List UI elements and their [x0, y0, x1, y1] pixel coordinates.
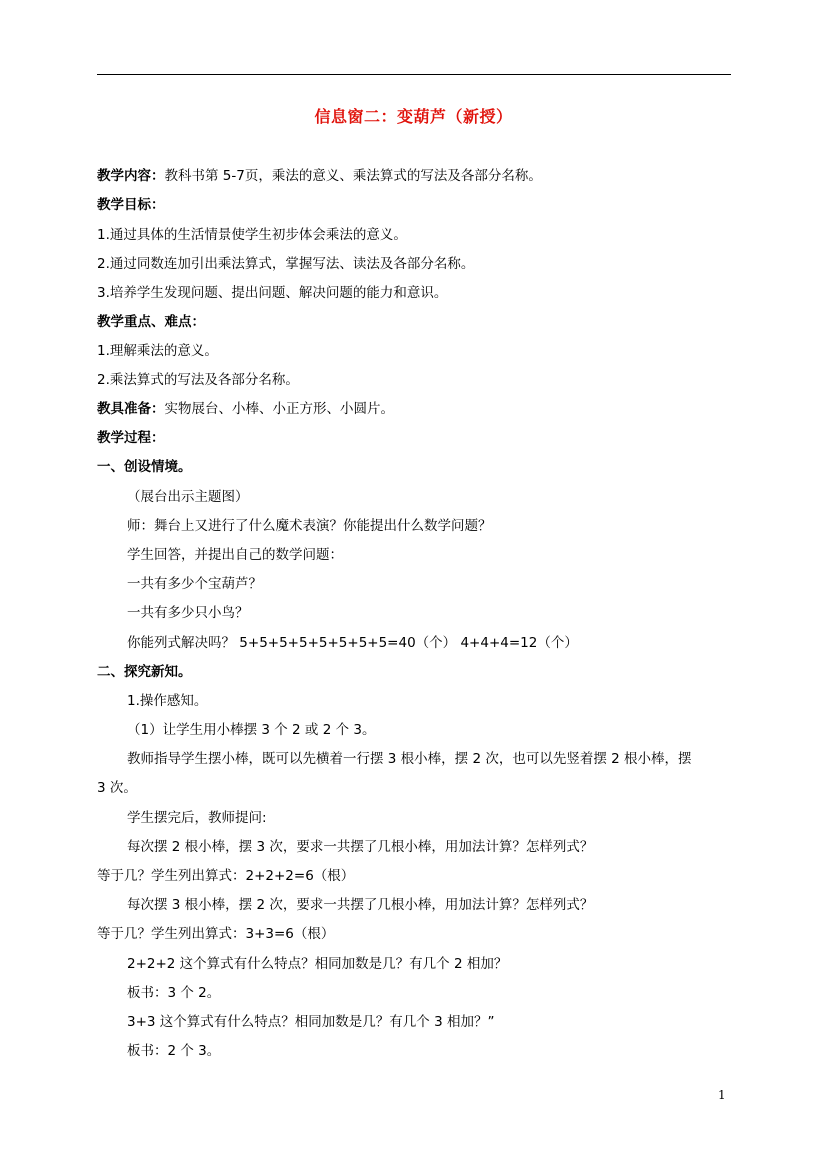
paragraph-line: 学生回答，并提出自己的数学问题：: [127, 547, 343, 563]
section-heading-1: 一、创设情境。: [97, 459, 192, 475]
paragraph-line: 一共有多少只小鸟？: [127, 605, 249, 621]
paragraph-line: 3 次。: [97, 780, 137, 796]
prep-label: 教具准备：: [97, 401, 165, 417]
paragraph-line: 板书：3 个 2。: [127, 985, 221, 1001]
page-title: 信息窗二：变葫芦（新授）: [314, 107, 513, 126]
prep-text: 实物展台、小棒、小正方形、小圆片。: [164, 401, 394, 417]
keypoints-label: 教学重点、难点：: [97, 314, 205, 330]
paragraph-line: 2+2+2 这个算式有什么特点？相同加数是几？有几个 2 相加？: [127, 956, 508, 972]
goal-item: 1.通过具体的生活情景使学生初步体会乘法的意义。: [97, 227, 407, 243]
paragraph-line: 你能列式解决吗？ 5+5+5+5+5+5+5+5=40（个） 4+4+4=12（个）: [127, 635, 578, 651]
paragraph-line: 板书：2 个 3。: [127, 1043, 221, 1059]
paragraph-line: 每次摆 2 根小棒，摆 3 次，要求一共摆了几根小棒，用加法计算？怎样列式？: [127, 839, 594, 855]
process-label: 教学过程：: [97, 430, 165, 446]
paragraph-line: （1）让学生用小棒摆 3 个 2 或 2 个 3。: [127, 722, 376, 738]
keypoint-item: 2.乘法算式的写法及各部分名称。: [97, 372, 299, 388]
content-row: [97, 166, 542, 186]
section-heading-2: 二、探究新知。: [97, 664, 192, 680]
header-rule: [97, 74, 731, 75]
paragraph-line: （展台出示主题图）: [127, 489, 249, 505]
paragraph-line: 一共有多少个宝葫芦？: [127, 576, 262, 592]
paragraph-line: 教师指导学生摆小棒，既可以先横着一行摆 3 根小棒，摆 2 次，也可以先竖着摆 2 根小棒，摆: [127, 751, 692, 767]
goal-item: 3.培养学生发现问题、提出问题、解决问题的能力和意识。: [97, 285, 448, 301]
paragraph-line: 1.操作感知。: [127, 693, 208, 709]
content-text: 教科书第 5-7页，乘法的意义、乘法算式的写法及各部分名称。: [164, 168, 542, 184]
content-label: 教学内容：: [97, 168, 165, 184]
paragraph-line: 等于几？学生列出算式：2+2+2=6（根）: [97, 868, 355, 884]
keypoint-item: 1.理解乘法的意义。: [97, 343, 218, 359]
goals-label: 教学目标：: [97, 197, 165, 213]
goal-item: 2.通过同数连加引出乘法算式，掌握写法、读法及各部分名称。: [97, 256, 475, 272]
prep-row: [97, 399, 394, 419]
paragraph-line: 每次摆 3 根小棒，摆 2 次，要求一共摆了几根小棒，用加法计算？怎样列式？: [127, 897, 594, 913]
paragraph-line: 学生摆完后，教师提问:: [127, 810, 267, 826]
paragraph-line: 3+3 这个算式有什么特点？相同加数是几？有几个 3 相加？”: [127, 1014, 495, 1030]
page-number: 1: [718, 1088, 726, 1102]
paragraph-line: 师：舞台上又进行了什么魔术表演？你能提出什么数学问题？: [127, 518, 492, 534]
paragraph-line: 等于几？学生列出算式：3+3=6（根）: [97, 926, 335, 942]
